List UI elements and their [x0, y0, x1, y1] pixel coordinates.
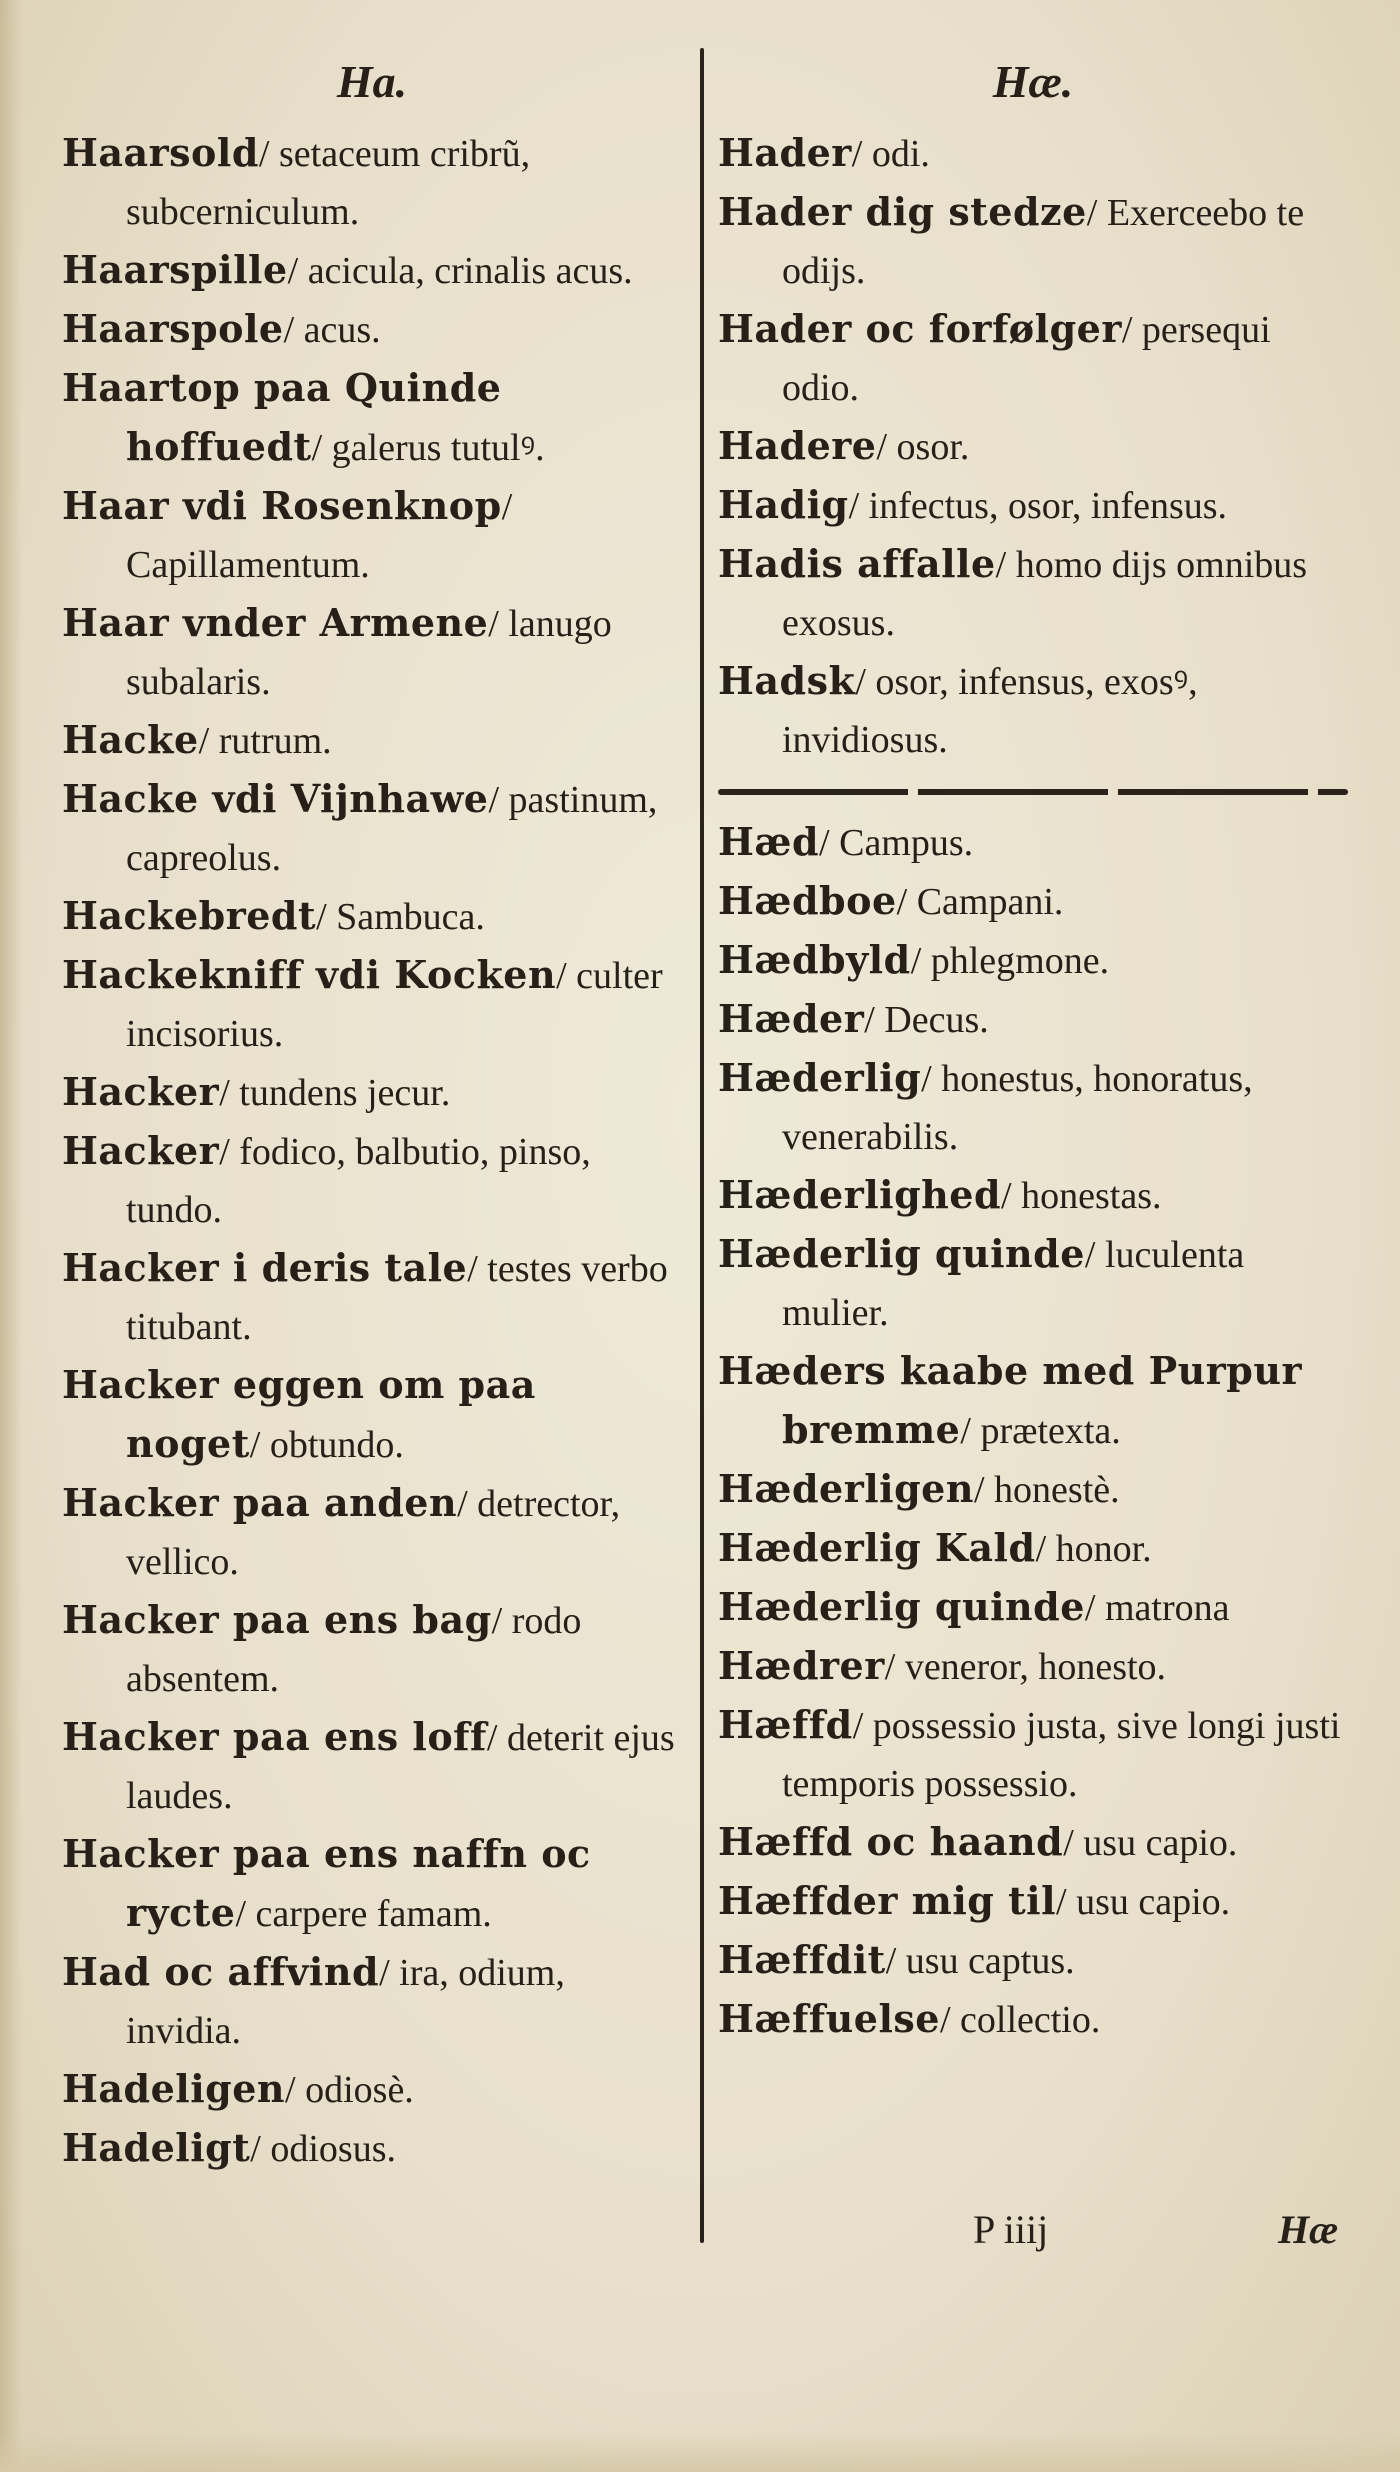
right-column	[718, 40, 1348, 2049]
entry-definition: culter incisorius.	[126, 955, 663, 1055]
entry-definition: acus.	[303, 309, 381, 351]
entry-headword: Hader oc forfølger	[718, 306, 1122, 351]
dictionary-entry	[718, 1049, 1348, 1166]
entry-headword: Hacker	[62, 1069, 220, 1114]
entry-headword: Hackebredt	[62, 893, 317, 938]
entry-separator: /	[995, 544, 1016, 586]
entry-headword: Hæder	[718, 996, 865, 1041]
entry-definition: odi.	[871, 133, 930, 175]
entry-definition: osor.	[896, 426, 970, 468]
entry-headword: Hacker eggen om paa noget	[62, 1362, 536, 1466]
entry-separator: /	[1035, 1528, 1056, 1570]
entry-headword: Hadeligt	[62, 2125, 251, 2170]
entry-definition: tundens jecur.	[239, 1072, 451, 1114]
entry-headword: Hæderlig quinde	[718, 1231, 1085, 1276]
entry-definition: honestas.	[1021, 1175, 1162, 1217]
entry-definition: collectio.	[960, 1999, 1101, 2041]
entry-separator: /	[219, 1072, 240, 1114]
entry-headword: Hacke	[62, 717, 199, 762]
entry-headword: Hacker paa ens naffn oc rycte	[62, 1831, 591, 1935]
entry-headword: Hæffd	[718, 1702, 853, 1747]
entry-headword: Hadig	[718, 482, 849, 527]
entry-definition: prætexta.	[980, 1410, 1121, 1452]
dictionary-entry	[718, 1225, 1348, 1342]
entry-separator: /	[884, 1646, 905, 1688]
dictionary-entry	[718, 990, 1348, 1049]
dictionary-entry	[718, 652, 1348, 769]
dictionary-entry	[718, 1813, 1348, 1872]
entry-definition: honestus, honoratus, venerabilis.	[782, 1058, 1253, 1158]
dictionary-entry	[718, 1990, 1348, 2049]
entry-headword: Haarsold	[62, 130, 259, 175]
entry-definition: setaceum cribrũ, subcerniculum.	[126, 133, 531, 233]
dictionary-entry	[718, 535, 1348, 652]
entry-headword: Had oc affvind	[62, 1949, 380, 1994]
dictionary-entry	[718, 1637, 1348, 1696]
dictionary-entry	[718, 476, 1348, 535]
entry-headword: Hadeligen	[62, 2066, 286, 2111]
entry-separator: /	[311, 427, 332, 469]
entry-definition: Decus.	[884, 999, 989, 1041]
entry-separator: /	[896, 881, 917, 923]
entry-headword: Hacker paa ens bag	[62, 1597, 492, 1642]
dictionary-entry	[62, 124, 682, 241]
entry-definition: odiosè.	[305, 2069, 414, 2111]
dictionary-entry	[62, 887, 682, 946]
entry-headword: Haar vdi Rosenknop	[62, 483, 502, 528]
entry-headword: Hacker	[62, 1128, 220, 1173]
entry-definition: carpere famam.	[255, 1893, 492, 1935]
entry-definition: Campani.	[916, 881, 1064, 923]
entry-definition: usu capio.	[1076, 1881, 1231, 1923]
entry-definition: luculenta mulier.	[782, 1234, 1245, 1334]
entry-headword: Hæderlig	[718, 1055, 922, 1100]
page-bottom-shadow	[0, 2432, 1400, 2472]
entry-definition: pastinum, capreolus.	[126, 779, 658, 879]
entry-headword: Hæders kaabe med Purpur bremme	[718, 1348, 1303, 1452]
entry-separator: /	[258, 133, 279, 175]
dictionary-entry	[718, 300, 1348, 417]
entry-headword: Haartop paa Quinde hoffuedt	[62, 365, 502, 469]
page-footer	[718, 2200, 1348, 2260]
entry-definition: phlegmone.	[930, 940, 1110, 982]
entry-definition: Capillamentum.	[126, 544, 370, 586]
entry-separator: /	[851, 133, 872, 175]
entry-definition: odiosus.	[270, 2128, 396, 2170]
entry-separator: /	[283, 309, 304, 351]
dictionary-entry	[62, 241, 682, 300]
catchword: Hæ	[1278, 2207, 1338, 2252]
page-edge-shadow	[0, 0, 22, 2472]
entry-headword: Hadere	[718, 423, 877, 468]
dictionary-entry	[62, 594, 682, 711]
entry-separator: /	[486, 1717, 507, 1759]
dictionary-entry	[718, 931, 1348, 990]
entry-headword: Haarspille	[62, 247, 288, 292]
entry-headword: Hædboe	[718, 878, 897, 923]
entry-headword: Hæffder mig til	[718, 1878, 1057, 1923]
entry-separator: /	[1086, 192, 1107, 234]
left-column	[62, 40, 682, 2178]
entry-definition: testes verbo titubant.	[126, 1248, 668, 1348]
entry-separator: /	[864, 999, 885, 1041]
entry-separator: /	[488, 603, 509, 645]
dictionary-entry	[718, 417, 1348, 476]
dictionary-entry	[62, 2119, 682, 2178]
entry-headword: Hadsk	[718, 658, 856, 703]
entry-headword: Hæderlig quinde	[718, 1584, 1085, 1629]
entry-separator: /	[910, 940, 931, 982]
entry-separator: /	[501, 486, 513, 528]
entry-definition: rutrum.	[218, 720, 332, 762]
entry-definition: obtundo.	[269, 1424, 404, 1466]
entry-separator: /	[198, 720, 219, 762]
left-running-head: Ha.	[336, 56, 408, 107]
dictionary-entry	[718, 1342, 1348, 1460]
entry-separator: /	[250, 2128, 271, 2170]
entry-separator: /	[249, 1424, 270, 1466]
entry-separator: /	[960, 1410, 981, 1452]
dictionary-entry	[62, 1825, 682, 1943]
entry-separator: /	[467, 1248, 488, 1290]
dictionary-entry	[62, 1063, 682, 1122]
entry-definition: homo dijs omnibus exosus.	[782, 544, 1308, 644]
entry-separator: /	[848, 485, 869, 527]
dictionary-entry	[62, 1474, 682, 1591]
dictionary-entry	[718, 1872, 1348, 1931]
dictionary-entry	[718, 1931, 1348, 1990]
right-entry-list-b	[718, 813, 1348, 2049]
entry-separator: /	[1121, 309, 1142, 351]
entry-headword: Hacker i deris tale	[62, 1245, 468, 1290]
entry-headword: Hæderlighed	[718, 1172, 1002, 1217]
entry-separator: /	[1056, 1881, 1077, 1923]
entry-definition: possessio justa, sive longi justi temporis possessio.	[782, 1705, 1341, 1805]
entry-separator: /	[1084, 1587, 1105, 1629]
dictionary-entry	[718, 1460, 1348, 1519]
entry-separator: /	[488, 779, 509, 821]
entry-separator: /	[939, 1999, 961, 2041]
entry-definition: galerus tutulꝰ.	[331, 427, 545, 469]
entry-definition: Campus.	[839, 822, 974, 864]
dictionary-entry	[718, 1578, 1348, 1637]
entry-separator: /	[316, 896, 337, 938]
dictionary-entry	[718, 124, 1348, 183]
dictionary-entry	[718, 1696, 1348, 1813]
dictionary-entry	[718, 813, 1348, 872]
entry-headword: Hæffdit	[718, 1937, 886, 1982]
entry-definition: Sambuca.	[336, 896, 485, 938]
dictionary-entry	[62, 1356, 682, 1474]
entry-definition: deterit ejus laudes.	[126, 1717, 675, 1817]
entry-headword: Hadis affalle	[718, 541, 996, 586]
entry-headword: Hader	[718, 130, 852, 175]
dictionary-entry	[62, 1239, 682, 1356]
entry-headword: Hacker paa ens loff	[62, 1714, 487, 1759]
entry-separator: /	[219, 1131, 240, 1173]
entry-headword: Haar vnder Armene	[62, 600, 489, 645]
dictionary-entry	[718, 1519, 1348, 1578]
entry-headword: Haarspole	[62, 306, 284, 351]
entry-headword: Hæffuelse	[718, 1996, 940, 2041]
dictionary-entry	[62, 2060, 682, 2119]
dictionary-entry	[62, 1943, 682, 2060]
dictionary-entry	[62, 300, 682, 359]
entry-separator: /	[852, 1705, 873, 1747]
dictionary-entry	[62, 359, 682, 477]
entry-headword: Hacke vdi Vijnhawe	[62, 776, 489, 821]
entry-definition: rodo absentem.	[126, 1600, 582, 1700]
entry-separator: /	[819, 822, 840, 864]
entry-headword: Hæderligen	[718, 1466, 974, 1511]
column-divider-rule	[700, 48, 704, 2243]
dictionary-entry	[62, 477, 682, 594]
section-divider	[718, 789, 1348, 795]
dictionary-entry	[62, 770, 682, 887]
entry-separator: /	[1001, 1175, 1022, 1217]
entry-separator: /	[1084, 1234, 1105, 1276]
entry-definition: acicula, crinalis acus.	[307, 250, 633, 292]
dictionary-entry	[62, 1591, 682, 1708]
entry-separator: /	[287, 250, 308, 292]
right-entry-list-a	[718, 124, 1348, 769]
entry-definition: osor, infensus, exosꝰ, invidiosus.	[782, 661, 1198, 761]
entry-definition: veneror, honesto.	[904, 1646, 1167, 1688]
dictionary-entry	[62, 711, 682, 770]
dictionary-entry	[718, 872, 1348, 931]
entry-definition: persequi odio.	[782, 309, 1271, 409]
entry-separator: /	[491, 1600, 512, 1642]
entry-headword: Hædrer	[718, 1643, 885, 1688]
entry-definition: usu captus.	[905, 1940, 1075, 1982]
entry-headword: Hæderlig Kald	[718, 1525, 1036, 1570]
entry-headword: Hæd	[718, 819, 820, 864]
entry-definition: usu capio.	[1083, 1822, 1238, 1864]
right-running-head: Hæ.	[992, 56, 1074, 107]
entry-headword: Hackekniff vdi Kocken	[62, 952, 557, 997]
entry-definition: fodico, balbutio, pinso, tundo.	[126, 1131, 591, 1231]
dictionary-entry	[62, 1708, 682, 1825]
entry-separator: /	[379, 1952, 400, 1994]
entry-separator: /	[285, 2069, 306, 2111]
entry-definition: Exerceebo te odijs.	[782, 192, 1305, 292]
signature-mark: P iiij	[973, 2207, 1049, 2252]
dictionary-entry	[718, 183, 1348, 300]
entry-separator: /	[876, 426, 897, 468]
entry-separator: /	[921, 1058, 942, 1100]
entry-definition: infectus, osor, infensus.	[868, 485, 1228, 527]
entry-separator: /	[1063, 1822, 1084, 1864]
entry-definition: ira, odium, invidia.	[126, 1952, 565, 2052]
entry-separator: /	[885, 1940, 906, 1982]
entry-definition: detrector, vellico.	[126, 1483, 621, 1583]
dictionary-entry	[62, 946, 682, 1063]
entry-separator: /	[973, 1469, 995, 1511]
entry-separator: /	[457, 1483, 478, 1525]
entry-headword: Hæffd oc haand	[718, 1819, 1064, 1864]
dictionary-entry	[62, 1122, 682, 1239]
left-entry-list	[62, 124, 682, 2178]
entry-separator: /	[235, 1893, 256, 1935]
entry-definition: matrona	[1104, 1587, 1230, 1629]
entry-definition: honestè.	[994, 1469, 1120, 1511]
entry-headword: Hædbyld	[718, 937, 911, 982]
entry-headword: Hacker paa anden	[62, 1480, 458, 1525]
entry-separator: /	[556, 955, 577, 997]
entry-separator: /	[855, 661, 876, 703]
entry-definition: honor.	[1055, 1528, 1152, 1570]
entry-definition: lanugo subalaris.	[126, 603, 612, 703]
dictionary-entry	[718, 1166, 1348, 1225]
entry-headword: Hader dig stedze	[718, 189, 1087, 234]
